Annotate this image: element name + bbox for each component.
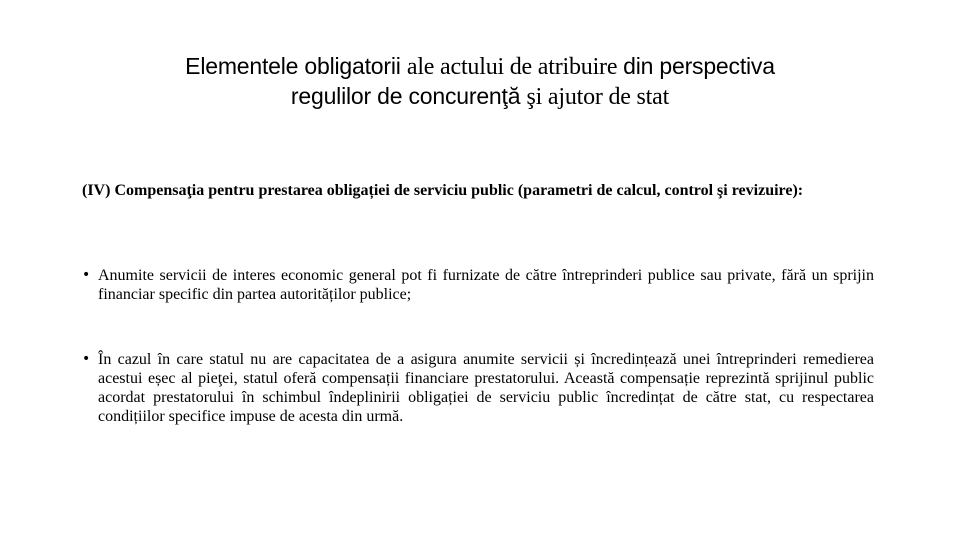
- bullet-item: [82, 266, 874, 304]
- slide-title: [80, 52, 880, 112]
- bullet-text: În cazul în care statul nu are capacitatea de a asigura anumite servicii și încredințează unei întreprinderi remedierea acestui eșec al pieţei, statul oferă compensații financiare prestatorului. Această compensație reprezintă sprijinul public acordat prestatorului în schimbul îndeplinirii obligației de serviciu public încredințat de către stat, cu respectarea condițiilor specifice impuse de acesta din urmă.: [98, 351, 874, 425]
- bullet-item: [82, 350, 874, 426]
- section-subheading: (IV) Compensaţia pentru prestarea obligației de serviciu public (parametri de calcul, control şi revizuire):: [82, 182, 804, 199]
- title-line1-part1: Elementele obligatorii: [185, 53, 407, 79]
- title-line1-part3: din perspectiva: [623, 53, 775, 79]
- title-line1-part2: ale actului de atribuire: [406, 54, 624, 80]
- title-line2-part2: şi ajutor de stat: [526, 84, 670, 110]
- bullet-text: Anumite servicii de interes economic general pot fi furnizate de către întreprinderi publice sau private, fără un sprijin financiar specific din partea autorităților publice;: [98, 267, 874, 303]
- bullet-icon: •: [82, 351, 91, 367]
- bullet-icon: •: [82, 267, 91, 283]
- bullet-list: [82, 266, 874, 426]
- title-line2-part1: regulilor de concurenţă: [290, 83, 527, 109]
